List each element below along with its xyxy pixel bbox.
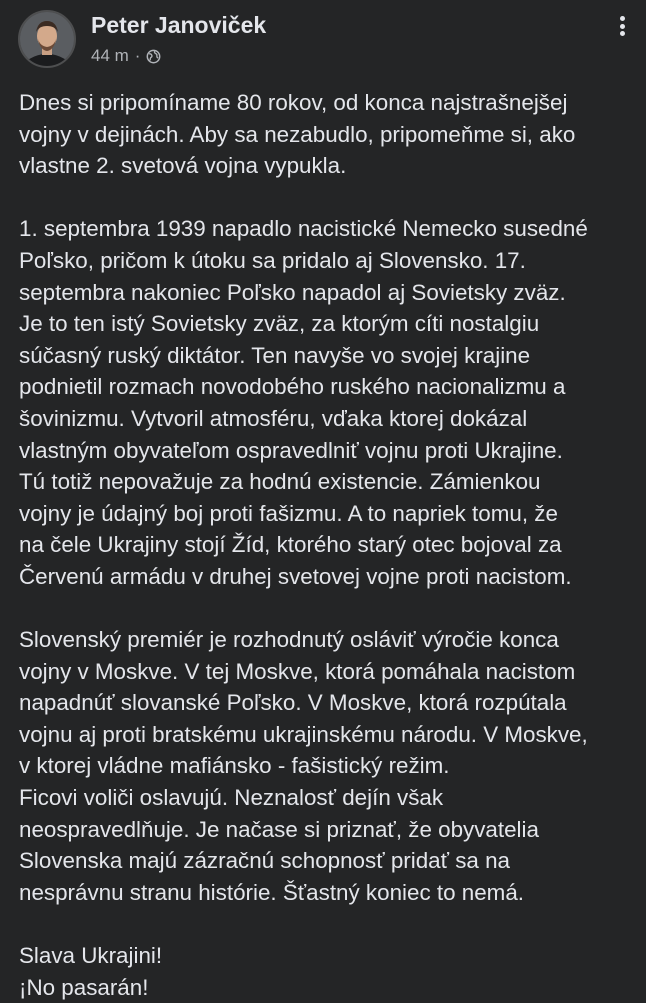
more-options-button[interactable] — [610, 14, 634, 38]
post-text-line: vlastným obyvateľom ospravedlniť vojnu proti Ukrajine. — [19, 437, 563, 463]
post-text-line: ¡No pasarán! — [19, 974, 149, 1000]
meta-separator: · — [134, 46, 141, 65]
post-meta — [91, 45, 161, 67]
post-text-line: vojny je údajný boj proti fašizmu. A to napriek tomu, že — [19, 500, 558, 526]
author-name[interactable]: Peter Janoviček — [91, 12, 267, 38]
post-text-line: vojny v dejinách. Aby sa nezabudlo, pripomeňme si, ako — [19, 121, 576, 147]
post-text-line: v ktorej vládne mafiánsko - fašistický režim. — [19, 753, 450, 779]
post-text-line: Ficovi voliči oslavujú. Neznalosť dejín však — [19, 785, 444, 811]
post-text-line: Poľsko, pričom k útoku sa pridalo aj Slovensko. 17. — [19, 247, 526, 273]
post-text-line: nesprávnu stranu histórie. Šťastný koniec to nemá. — [19, 879, 524, 905]
post-paragraph-2 — [19, 213, 639, 592]
post-text-line: Dnes si pripomíname 80 rokov, od konca najstrašnejšej — [19, 90, 568, 115]
avatar[interactable] — [18, 10, 76, 68]
post-text-line: septembra nakoniec Poľsko napadol aj Sovietsky zväz. — [19, 279, 566, 305]
post-text-line: Červenú armádu v druhej svetovej vojne proti nacistom. — [19, 563, 572, 589]
post-text-line: vojny v Moskve. V tej Moskve, ktorá pomáhala nacistom — [19, 658, 576, 684]
post-header — [0, 0, 646, 80]
more-vertical-icon — [620, 16, 625, 21]
more-vertical-icon — [620, 31, 625, 36]
post-text-line: vlastne 2. svetová vojna vypukla. — [19, 153, 347, 179]
post-body — [19, 87, 639, 1003]
avatar-photo-icon — [20, 12, 74, 66]
post-text-line: na čele Ukrajiny stojí Žíd, ktorého starý otec bojoval za — [19, 532, 562, 558]
post-paragraph-3 — [19, 624, 639, 908]
more-vertical-icon — [620, 24, 625, 29]
post-text-line: Slava Ukrajini! — [19, 943, 163, 969]
post-text-line: šovinizmu. Vytvoril atmosféru, vďaka ktorej dokázal — [19, 405, 528, 431]
post-text-line: neospravedlňuje. Je načase si priznať, že obyvatelia — [19, 816, 539, 842]
post-paragraph-1 — [19, 87, 639, 182]
post-text-line: podnietil rozmach novodobého ruského nacionalizmu a — [19, 374, 566, 400]
post-time[interactable]: 44 m — [91, 46, 129, 65]
post-text-line: Je to ten istý Sovietsky zväz, za ktorým cíti nostalgiu — [19, 311, 540, 337]
post-paragraph-4 — [19, 940, 639, 1003]
post-text-line: vojnu aj proti bratskému ukrajinskému národu. V Moskve, — [19, 721, 588, 747]
post-text-line: Slovenský premiér je rozhodnutý osláviť výročie konca — [19, 627, 559, 653]
post-text-line: 1. septembra 1939 napadlo nacistické Nemecko susedné — [19, 216, 588, 242]
globe-icon[interactable] — [146, 49, 161, 64]
post-text-line: Tú totiž nepovažuje za hodnú existencie. Zámienkou — [19, 469, 541, 495]
post-text-line: súčasný ruský diktátor. Ten navyše vo svojej krajine — [19, 342, 531, 368]
post-text-line: Slovenska majú zázračnú schopnosť pridať sa na — [19, 848, 510, 874]
post-text-line: napadnúť slovanské Poľsko. V Moskve, ktorá rozpútala — [19, 690, 567, 716]
